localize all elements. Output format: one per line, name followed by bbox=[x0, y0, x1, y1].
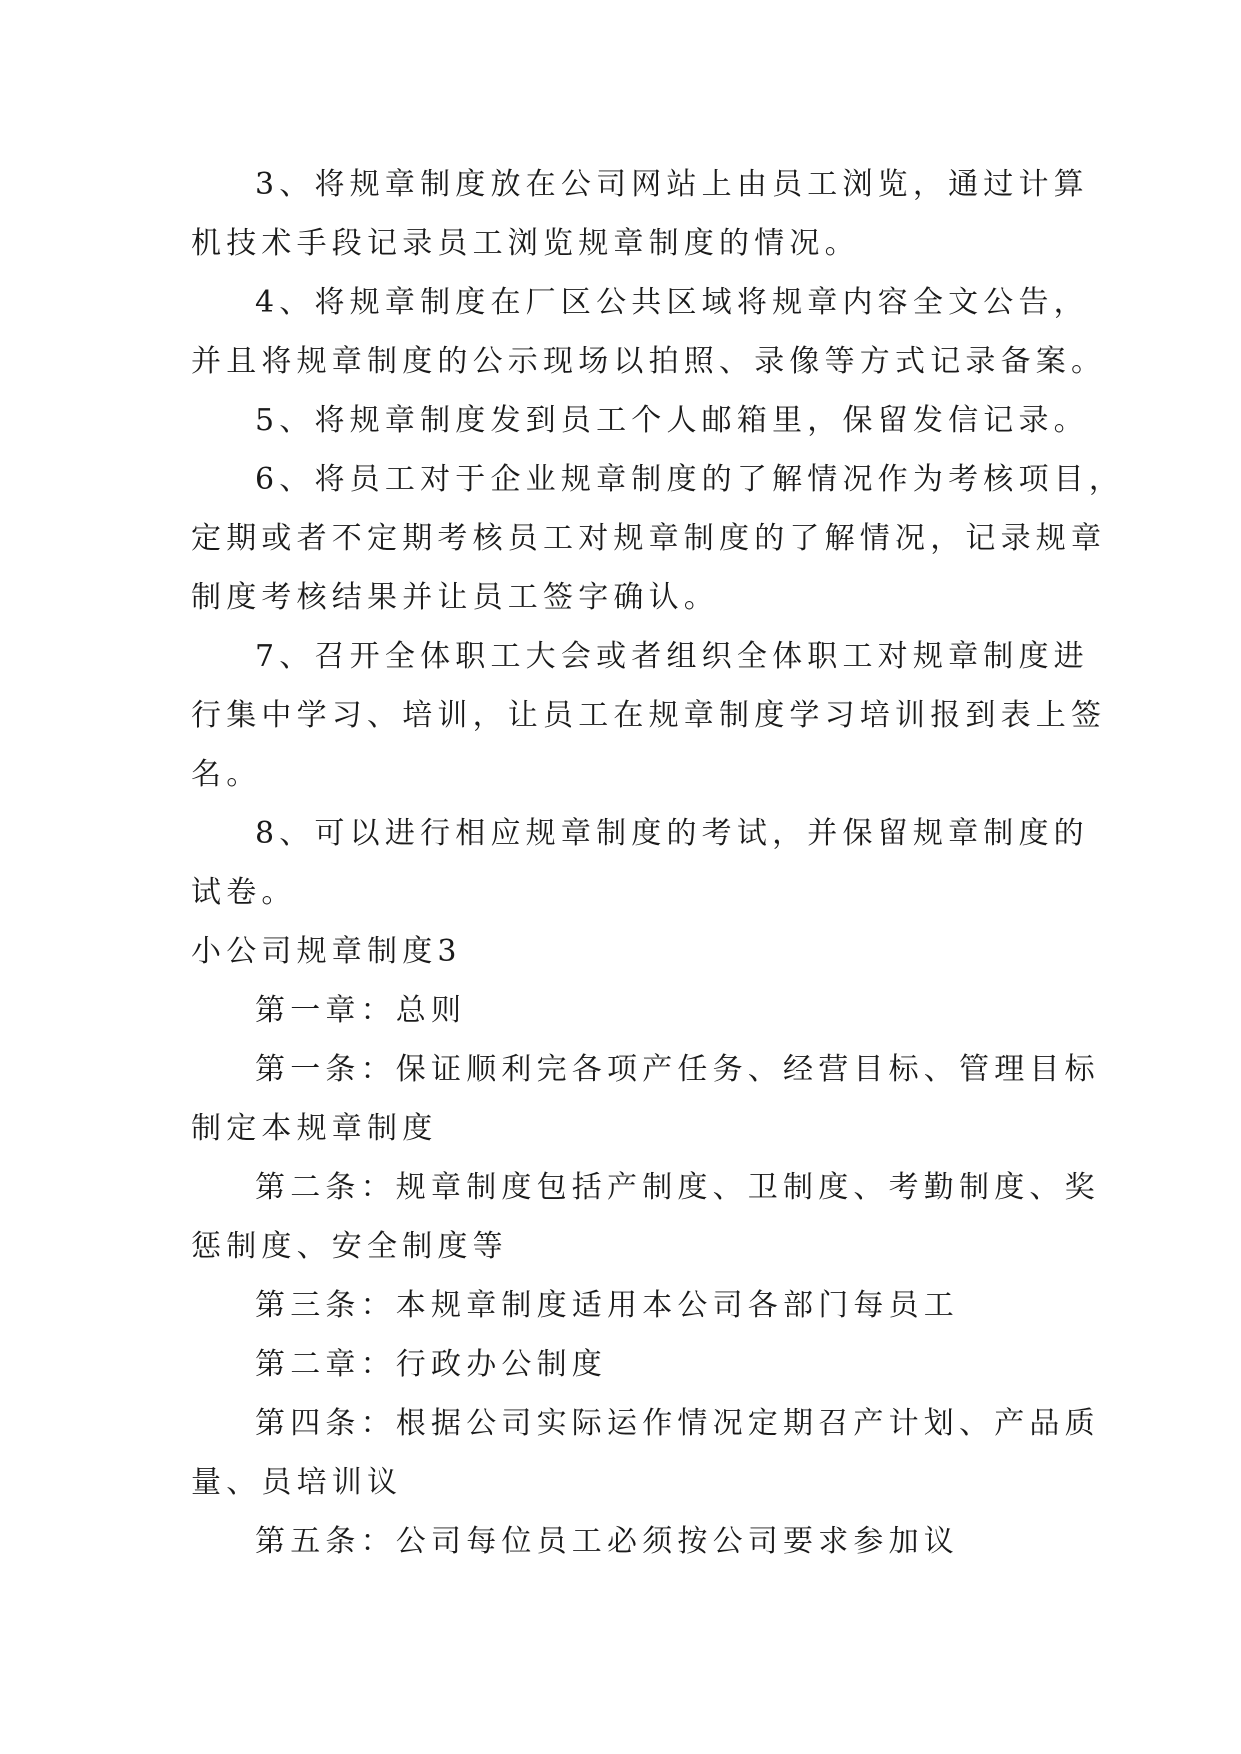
chapter-2-heading: 第二章：行政办公制度 bbox=[255, 1347, 607, 1382]
article-4-line-1: 第四条：根据公司实际运作情况定期召产计划、产品质 bbox=[255, 1406, 1100, 1441]
section-title: 小公司规章制度3 bbox=[191, 934, 462, 969]
article-1-line-2: 制定本规章制度 bbox=[191, 1111, 438, 1146]
paragraph-7-line-3: 名。 bbox=[191, 757, 262, 792]
chapter-1-heading: 第一章：总则 bbox=[255, 993, 467, 1028]
article-3-line-1: 第三条：本规章制度适用本公司各部门每员工 bbox=[255, 1288, 959, 1323]
paragraph-8-line-2: 试卷。 bbox=[191, 875, 297, 910]
article-1-line-1: 第一条：保证顺利完各项产任务、经营目标、管理目标 bbox=[255, 1052, 1100, 1087]
paragraph-7-line-2: 行集中学习、培训，让员工在规章制度学习培训报到表上签 bbox=[191, 698, 1107, 733]
paragraph-8-line-1: 8、可以进行相应规章制度的考试，并保留规章制度的 bbox=[255, 816, 1089, 851]
paragraph-5-line-1: 5、将规章制度发到员工个人邮箱里，保留发信记录。 bbox=[255, 403, 1089, 438]
paragraph-6-line-3: 制度考核结果并让员工签字确认。 bbox=[191, 580, 719, 615]
paragraph-4-line-1: 4、将规章制度在厂区公共区域将规章内容全文公告， bbox=[255, 285, 1089, 320]
paragraph-4-line-2: 并且将规章制度的公示现场以拍照、录像等方式记录备案。 bbox=[191, 344, 1107, 379]
paragraph-3-line-1: 3、将规章制度放在公司网站上由员工浏览，通过计算 bbox=[255, 167, 1089, 202]
paragraph-6-line-2: 定期或者不定期考核员工对规章制度的了解情况，记录规章 bbox=[191, 521, 1107, 556]
article-5-line-1: 第五条：公司每位员工必须按公司要求参加议 bbox=[255, 1524, 959, 1559]
article-2-line-2: 惩制度、安全制度等 bbox=[191, 1229, 508, 1264]
article-4-line-2: 量、员培训议 bbox=[191, 1465, 403, 1500]
paragraph-6-line-1: 6、将员工对于企业规章制度的了解情况作为考核项目， bbox=[255, 462, 1125, 497]
article-2-line-1: 第二条：规章制度包括产制度、卫制度、考勤制度、奖 bbox=[255, 1170, 1100, 1205]
paragraph-3-line-2: 机技术手段记录员工浏览规章制度的情况。 bbox=[191, 226, 860, 261]
paragraph-7-line-1: 7、召开全体职工大会或者组织全体职工对规章制度进 bbox=[255, 639, 1089, 674]
